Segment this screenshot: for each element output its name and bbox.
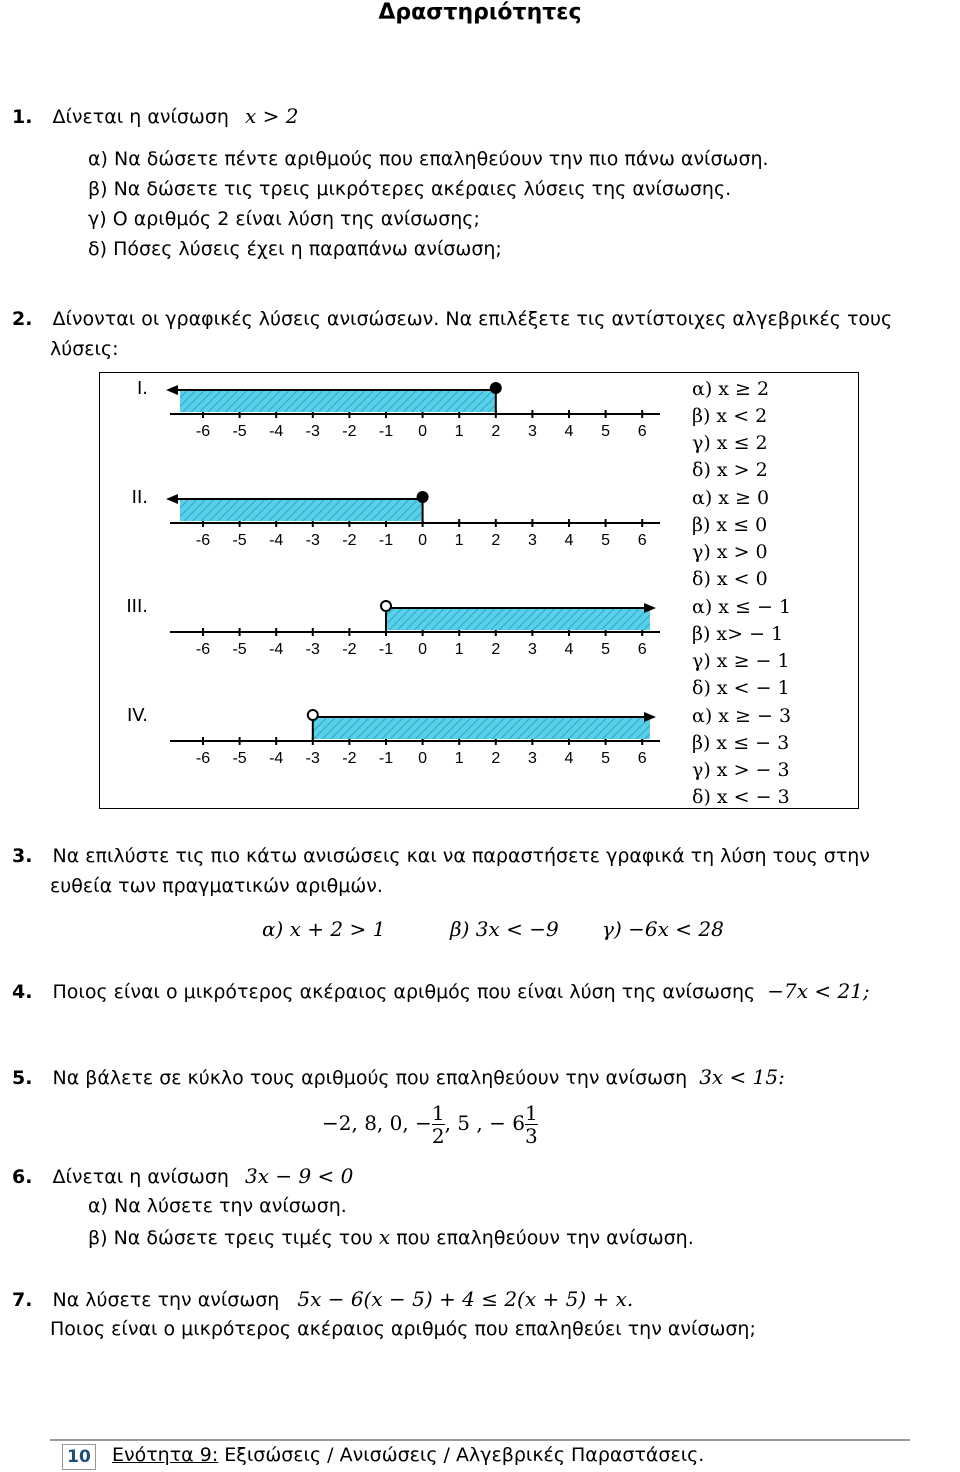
- q2-line2: λύσεις:: [50, 338, 119, 360]
- tick-label: -2: [342, 423, 357, 440]
- page-title: Δραστηριότητες: [378, 0, 582, 25]
- tick-label: -1: [378, 641, 394, 658]
- row1-option-b: β) x < 2: [692, 405, 768, 427]
- row3-option-d: δ) x < − 1: [692, 677, 790, 699]
- q5-number-list: [322, 1102, 538, 1147]
- row-label-2: II.: [131, 487, 148, 508]
- tick-label: 1: [454, 423, 464, 440]
- q7-text: Να λύσετε την ανίσωση: [52, 1289, 280, 1311]
- tick-label: -5: [232, 641, 247, 658]
- row1-option-a: α) x ≥ 2: [692, 378, 770, 400]
- tick-label: -5: [232, 532, 247, 549]
- row4-option-c: γ) x > − 3: [692, 759, 790, 781]
- q3-heading: [12, 845, 870, 867]
- solution-region: [180, 499, 423, 521]
- q1-item-d: δ) Πόσες λύσεις έχει η παραπάνω ανίσωση;: [88, 238, 502, 260]
- row4-option-d: δ) x < − 3: [692, 786, 790, 808]
- solution-region: [386, 608, 650, 630]
- tick-label: -2: [342, 532, 357, 549]
- tick-label: 1: [454, 750, 464, 767]
- q5-text: Να βάλετε σε κύκλο τους αριθμούς που επαληθεύουν την ανίσωση: [52, 1067, 688, 1089]
- q3-inequality-c: γ) −6x < 28: [602, 917, 724, 941]
- tick-label: -3: [305, 750, 320, 767]
- q4-math: −7x < 21;: [767, 979, 870, 1003]
- row1-option-c: γ) x ≤ 2: [692, 432, 768, 454]
- q5-numbers-start: −2, 8, 0, −: [322, 1111, 432, 1135]
- q3-line2: ευθεία των πραγματικών αριθμών.: [50, 875, 383, 897]
- tick-label: -1: [378, 532, 394, 549]
- tick-label: 2: [491, 641, 501, 658]
- row2-option-c: γ) x > 0: [692, 541, 768, 563]
- endpoint-open-circle: [308, 710, 318, 720]
- footer-unit: [112, 1444, 704, 1466]
- q3-inequality-b: β) 3x < −9: [450, 917, 559, 941]
- endpoint-closed-dot: [418, 492, 428, 502]
- row4-option-a: α) x ≥ − 3: [692, 705, 792, 727]
- footer-divider: [50, 1439, 910, 1441]
- tick-label: 2: [491, 423, 501, 440]
- tick-label: 5: [601, 423, 611, 440]
- tick-label: -4: [269, 641, 284, 658]
- footer-unit-label: Ενότητα 9:: [112, 1444, 219, 1466]
- q6-number: 6.: [12, 1166, 33, 1188]
- tick-label: -3: [305, 532, 320, 549]
- tick-label: 0: [418, 641, 428, 658]
- q6-text: Δίνεται η ανίσωση: [52, 1166, 229, 1188]
- tick-label: -1: [378, 750, 394, 767]
- q5-numbers-mid: , 5 , − 6: [444, 1111, 525, 1135]
- q1-item-c: γ) Ο αριθμός 2 είναι λύση της ανίσωσης;: [88, 208, 480, 230]
- endpoint-open-circle: [381, 601, 391, 611]
- solution-region: [313, 717, 650, 739]
- q7-number: 7.: [12, 1289, 33, 1311]
- tick-label: 5: [601, 641, 611, 658]
- solution-region: [180, 390, 496, 412]
- tick-label: 4: [564, 423, 574, 440]
- q6-item-a: α) Να λύσετε την ανίσωση.: [88, 1195, 347, 1217]
- tick-label: -4: [269, 423, 284, 440]
- ray-arrow-left: [166, 494, 178, 504]
- q6-item-b-post: που επαληθεύουν την ανίσωση.: [396, 1227, 694, 1249]
- q3-number: 3.: [12, 845, 33, 867]
- endpoint-closed-dot: [491, 383, 501, 393]
- row-label-4: IV.: [126, 705, 148, 726]
- tick-label: -4: [269, 532, 284, 549]
- tick-label: -2: [342, 641, 357, 658]
- q5-frac2-den: 3: [524, 1124, 538, 1148]
- tick-label: 3: [527, 532, 537, 549]
- row1-option-d: δ) x > 2: [692, 459, 768, 481]
- q6-item-b: [88, 1225, 694, 1249]
- tick-label: -4: [269, 750, 284, 767]
- q7-line2: Ποιος είναι ο μικρότερος ακέραιος αριθμός που επαληθεύει την ανίσωση;: [50, 1318, 756, 1340]
- row4-option-b: β) x ≤ − 3: [692, 732, 790, 754]
- q5-frac1-den: 2: [431, 1124, 445, 1148]
- tick-label: 4: [564, 532, 574, 549]
- q6-math: 3x − 9 < 0: [244, 1164, 354, 1188]
- tick-label: -6: [195, 750, 211, 767]
- tick-label: -6: [195, 532, 211, 549]
- row2-option-a: α) x ≥ 0: [692, 487, 770, 509]
- q1-number: 1.: [12, 106, 33, 128]
- q7-heading: [12, 1287, 633, 1311]
- row2-option-d: δ) x < 0: [692, 568, 768, 590]
- tick-label: 0: [418, 750, 428, 767]
- q5-fraction-half: [432, 1102, 445, 1147]
- tick-label: -5: [232, 423, 247, 440]
- tick-label: 0: [418, 532, 428, 549]
- tick-label: -6: [195, 641, 211, 658]
- tick-label: 0: [418, 423, 428, 440]
- q2-line1: Δίνονται οι γραφικές λύσεις ανισώσεων. Να επιλέξετε τις αντίστοιχες αλγεβρικές τους: [52, 308, 893, 330]
- q5-number: 5.: [12, 1067, 33, 1089]
- q7-math: 5x − 6(x − 5) + 4 ≤ 2(x + 5) + x.: [297, 1287, 634, 1311]
- q5-math: 3x < 15:: [699, 1065, 785, 1089]
- row-label-3: III.: [126, 596, 148, 617]
- tick-label: -3: [305, 641, 320, 658]
- ray-arrow-left: [166, 385, 178, 395]
- tick-label: -5: [232, 750, 247, 767]
- q3-line1: Να επιλύστε τις πιο κάτω ανισώσεις και να παραστήσετε γραφικά τη λύση τους στην: [52, 845, 870, 867]
- row3-option-b: β) x> − 1: [692, 623, 784, 645]
- footer-unit-title: Εξισώσεις / Ανισώσεις / Αλγεβρικές Παραστάσεις.: [218, 1444, 705, 1466]
- tick-label: 3: [527, 641, 537, 658]
- tick-label: 2: [491, 532, 501, 549]
- q3-inequality-a: α) x + 2 > 1: [262, 917, 386, 941]
- tick-label: -3: [305, 423, 320, 440]
- q6-item-b-pre: β) Να δώσετε τρεις τιμές του: [88, 1227, 373, 1249]
- tick-label: -2: [342, 750, 357, 767]
- q2-number: 2.: [12, 308, 33, 330]
- tick-label: -6: [195, 423, 211, 440]
- tick-label: 2: [491, 750, 501, 767]
- tick-label: 6: [637, 750, 647, 767]
- q5-frac1-num: 1: [431, 1101, 445, 1125]
- page-number: 10: [62, 1444, 96, 1470]
- q1-text: Δίνεται η ανίσωση: [52, 106, 229, 128]
- tick-label: 6: [637, 423, 647, 440]
- q1-math: x > 2: [244, 104, 299, 128]
- q5-frac2-num: 1: [524, 1101, 538, 1125]
- q1-item-b: β) Να δώσετε τις τρεις μικρότερες ακέραιες λύσεις της ανίσωσης.: [88, 178, 732, 200]
- q6-item-b-var: x: [378, 1225, 391, 1249]
- q5-heading: [12, 1065, 785, 1089]
- tick-label: -1: [378, 423, 394, 440]
- tick-label: 1: [454, 641, 464, 658]
- tick-label: 4: [564, 641, 574, 658]
- row3-option-c: γ) x ≥ − 1: [692, 650, 790, 672]
- tick-label: 3: [527, 423, 537, 440]
- q4-number: 4.: [12, 981, 33, 1003]
- q4-text: Ποιος είναι ο μικρότερος ακέραιος αριθμός που είναι λύση της ανίσωσης: [52, 981, 756, 1003]
- q5-fraction-third: [525, 1102, 538, 1147]
- tick-label: 1: [454, 532, 464, 549]
- q4-heading: [12, 979, 870, 1003]
- row-label-1: I.: [136, 378, 148, 399]
- tick-label: 4: [564, 750, 574, 767]
- tick-label: 6: [637, 641, 647, 658]
- tick-label: 5: [601, 532, 611, 549]
- row3-option-a: α) x ≤ − 1: [692, 596, 792, 618]
- tick-label: 3: [527, 750, 537, 767]
- tick-label: 6: [637, 532, 647, 549]
- tick-label: 5: [601, 750, 611, 767]
- row2-option-b: β) x ≤ 0: [692, 514, 768, 536]
- q1-item-a: α) Να δώσετε πέντε αριθμούς που επαληθεύουν την πιο πάνω ανίσωση.: [88, 148, 769, 170]
- q6-heading: [12, 1164, 353, 1188]
